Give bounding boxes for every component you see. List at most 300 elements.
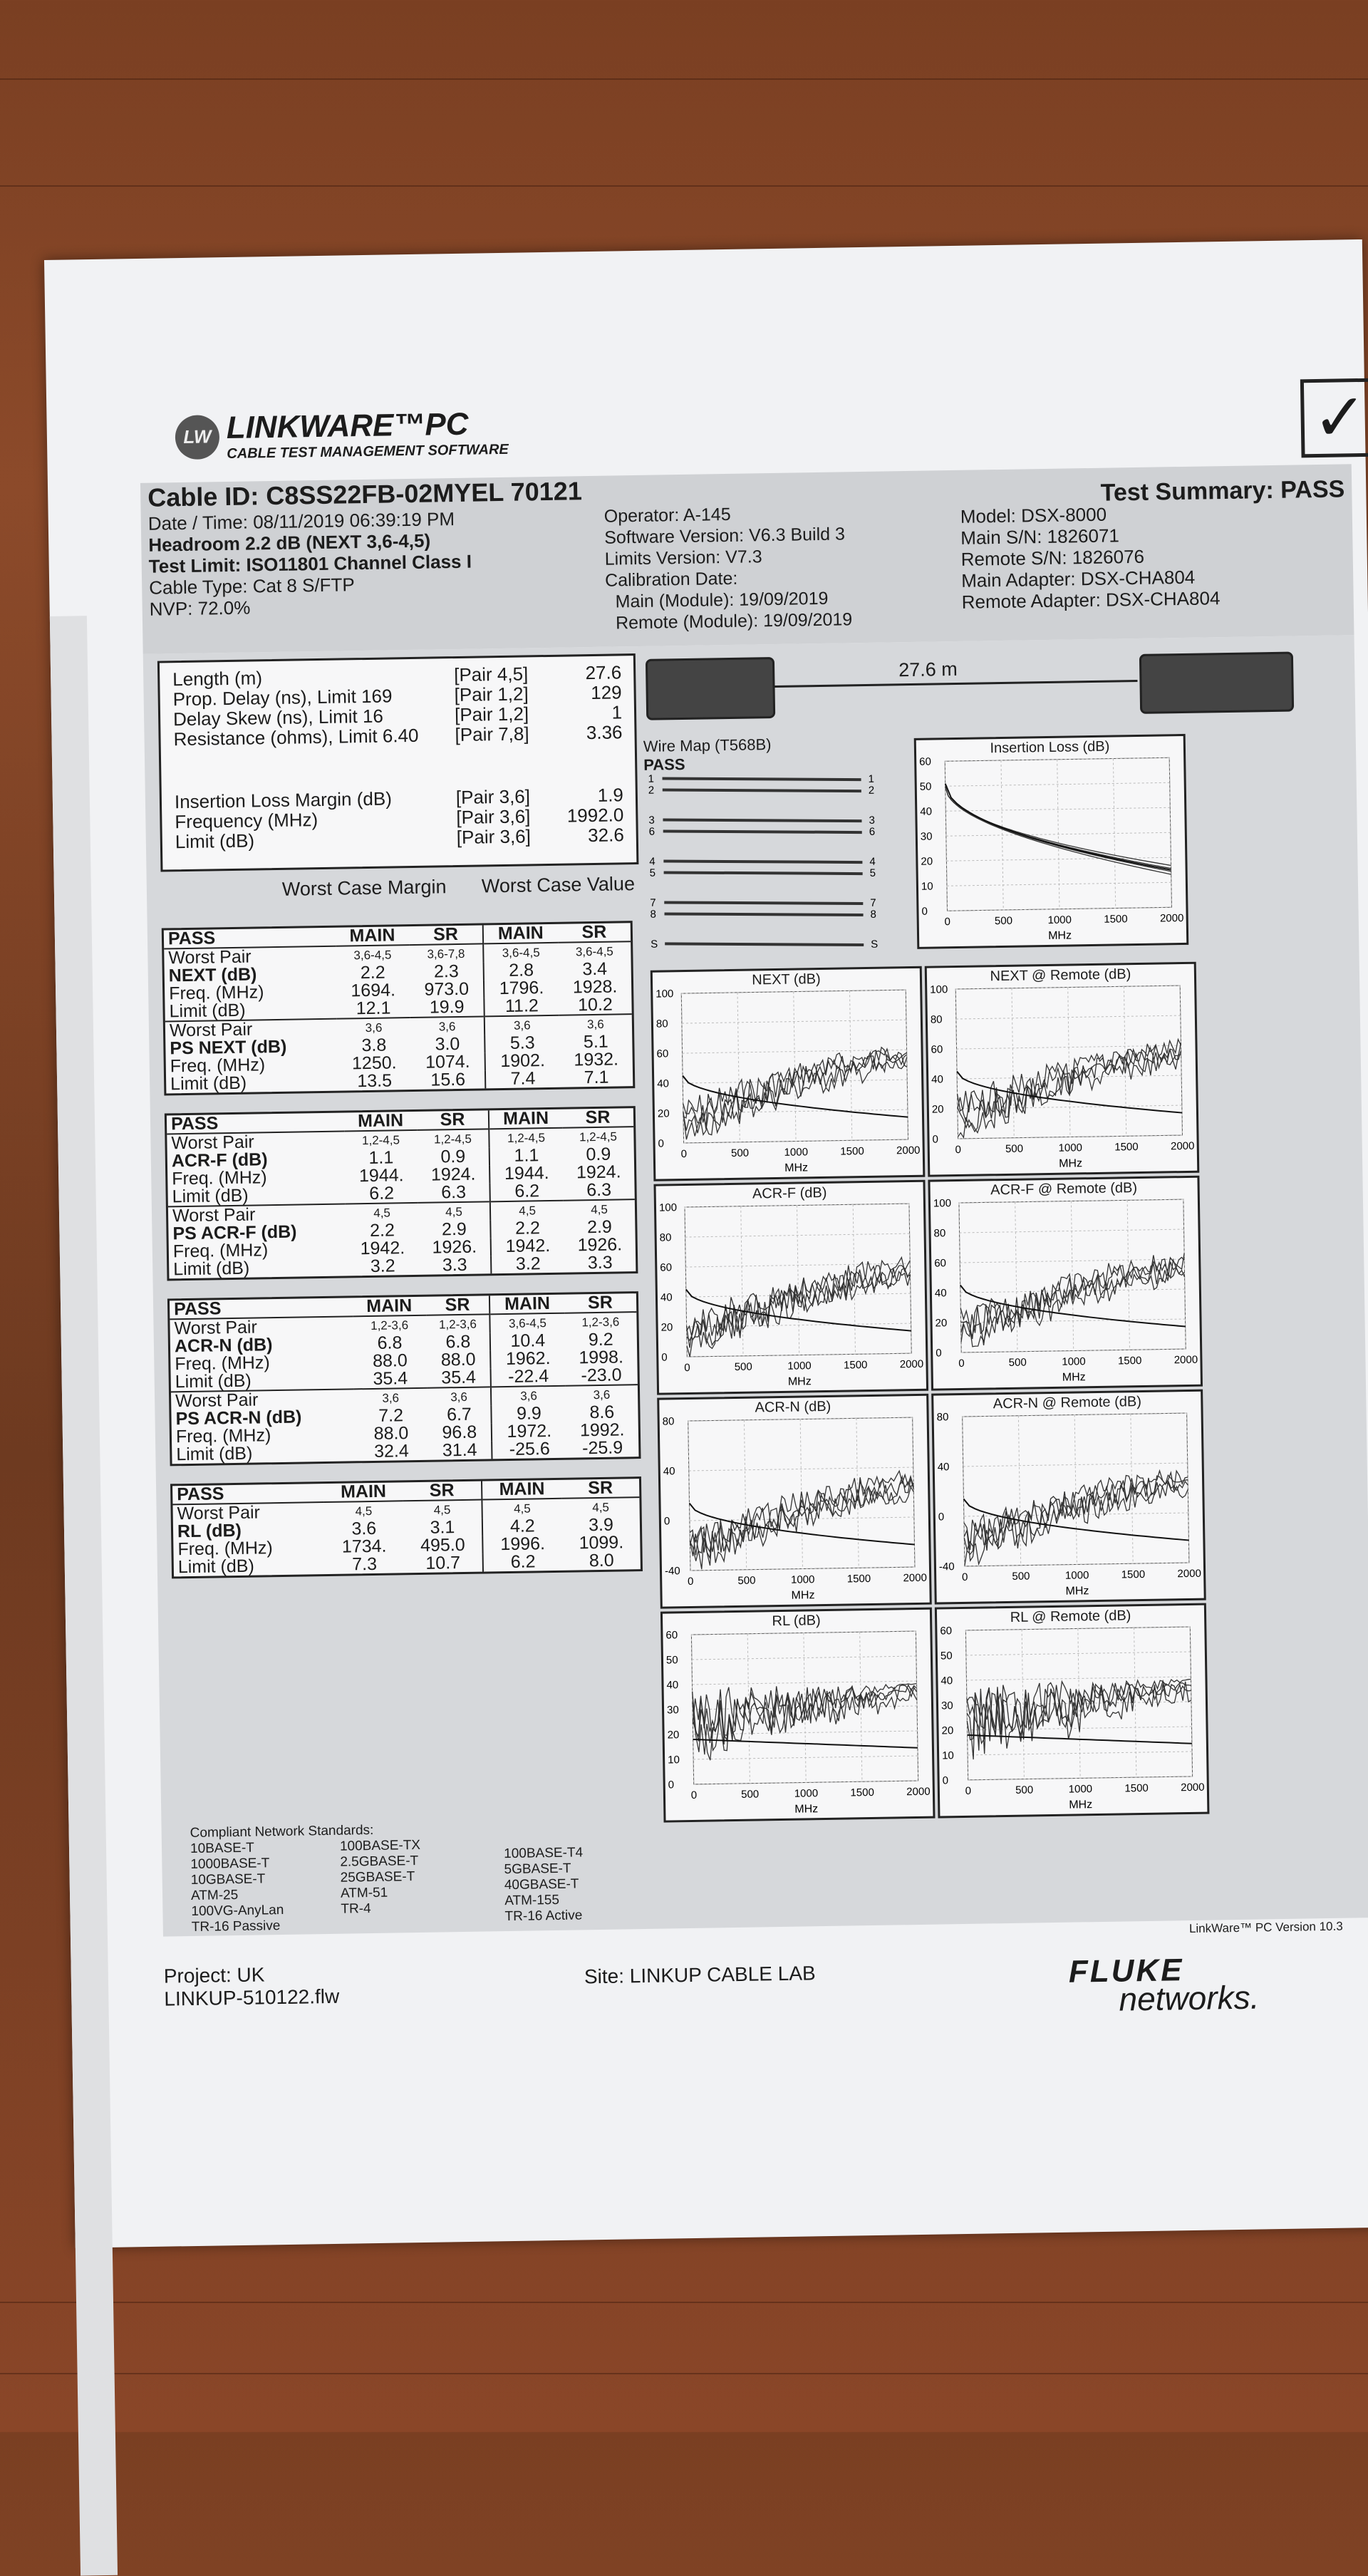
table-cell: Freq. (MHz) bbox=[172, 1167, 267, 1189]
y-tick-label: 0 bbox=[921, 905, 928, 918]
results-table bbox=[165, 1106, 638, 1281]
table-cell: 7.1 bbox=[584, 1067, 609, 1088]
y-tick-label: 100 bbox=[933, 1197, 952, 1210]
x-tick-label: 500 bbox=[737, 1574, 756, 1587]
project: Project: UK bbox=[163, 1963, 265, 1987]
table-cell: 3.3 bbox=[442, 1254, 467, 1276]
table-cell: 3,6 bbox=[586, 1017, 604, 1032]
table-cell: 1932. bbox=[574, 1049, 619, 1070]
gridline bbox=[1068, 988, 1070, 1137]
table-cell: 1942. bbox=[360, 1238, 405, 1259]
y-tick-label: 60 bbox=[934, 1257, 947, 1270]
y-tick-label: 30 bbox=[940, 1700, 953, 1712]
x-tick-label: 1500 bbox=[846, 1573, 871, 1586]
y-tick-label: 60 bbox=[931, 1043, 943, 1056]
table-cell: 6.3 bbox=[586, 1179, 612, 1201]
table-header-cell: MAIN bbox=[489, 1109, 562, 1129]
y-tick-label: 100 bbox=[930, 983, 948, 996]
table-cell: 9.2 bbox=[588, 1329, 613, 1350]
table-cell: Freq. (MHz) bbox=[170, 1055, 266, 1077]
plot-rl-db bbox=[660, 1608, 936, 1823]
headroom: Headroom 2.2 dB (NEXT 3,6-4,5) bbox=[148, 529, 431, 556]
x-axis-label: MHz bbox=[1047, 929, 1072, 942]
table-cell: 1972. bbox=[492, 1422, 566, 1442]
plot-title: ACR-F @ Remote (dB) bbox=[990, 1180, 1138, 1199]
table-cell: 1,2-3,6 bbox=[581, 1315, 620, 1330]
y-tick-label: 80 bbox=[662, 1415, 675, 1428]
plot-title: NEXT @ Remote (dB) bbox=[990, 966, 1131, 985]
x-axis-label: MHz bbox=[1062, 1371, 1086, 1384]
x-tick-label: 500 bbox=[730, 1147, 750, 1160]
measurement-trace bbox=[689, 1487, 915, 1570]
table-cell: Freq. (MHz) bbox=[168, 982, 264, 1004]
measurement-trace bbox=[945, 783, 1171, 872]
table-cell: Limit (dB) bbox=[175, 1370, 252, 1392]
table-cell: Limit (dB) bbox=[170, 1072, 247, 1095]
plot-title: ACR-F (dB) bbox=[752, 1184, 827, 1202]
y-tick-label: 80 bbox=[936, 1411, 949, 1424]
table-header-cell: MAIN bbox=[482, 1480, 562, 1500]
table-cell: 3.2 bbox=[370, 1256, 395, 1276]
y-tick-label: 40 bbox=[920, 805, 933, 818]
x-tick-label: 2000 bbox=[1173, 1353, 1198, 1367]
y-tick-label: 0 bbox=[942, 1774, 949, 1787]
wiremap-wire bbox=[664, 869, 863, 876]
table-cell: Limit (dB) bbox=[169, 1000, 246, 1022]
table-cell: 3.8 bbox=[361, 1035, 387, 1056]
standard-item: 100VG-AnyLan bbox=[191, 1903, 284, 1920]
table-header-cell: MAIN bbox=[489, 1295, 564, 1315]
table-cell: 88.0 bbox=[440, 1349, 476, 1370]
table-cell: 2.2 bbox=[369, 1220, 395, 1241]
x-axis-label: MHz bbox=[787, 1375, 812, 1388]
table-cell: 88.0 bbox=[373, 1423, 409, 1444]
main-sn: Main S/N: 1826071 bbox=[960, 524, 1120, 549]
table-cell: 35.4 bbox=[441, 1367, 477, 1388]
table-cell: 6.3 bbox=[441, 1181, 467, 1203]
plot-title: ACR-N (dB) bbox=[755, 1398, 831, 1416]
y-tick-label: 80 bbox=[659, 1231, 672, 1244]
gridline bbox=[1015, 1202, 1017, 1352]
pass-check-icon: ✓ bbox=[1300, 378, 1368, 458]
y-tick-label: 20 bbox=[935, 1317, 948, 1330]
y-tick-label: 0 bbox=[938, 1511, 945, 1524]
y-tick-label: 50 bbox=[919, 780, 932, 793]
table-cell: 88.0 bbox=[372, 1350, 408, 1371]
plot-title: RL (dB) bbox=[772, 1613, 821, 1630]
plot-next-db bbox=[651, 966, 926, 1181]
date-time: Date / Time: 08/11/2019 06:39:19 PM bbox=[147, 507, 455, 534]
x-tick-label: 1000 bbox=[1068, 1783, 1093, 1796]
y-tick-label: 60 bbox=[940, 1625, 953, 1638]
table-cell: 1099. bbox=[579, 1532, 624, 1553]
resistance-row: Resistance (ohms), Limit 6.40 [Pair 7,8] 3.36 bbox=[173, 721, 623, 750]
x-tick-label: 2000 bbox=[1177, 1567, 1201, 1581]
table-cell: 2.3 bbox=[433, 961, 459, 982]
wiremap-wire bbox=[663, 787, 861, 794]
y-tick-label: 40 bbox=[660, 1291, 673, 1304]
table-cell: 3,6 bbox=[450, 1390, 468, 1405]
table-cell: 3,6 bbox=[491, 1386, 566, 1406]
standard-item: 100BASE-T4 bbox=[504, 1845, 584, 1862]
table-cell: 2.2 bbox=[490, 1219, 564, 1238]
table-cell: 31.4 bbox=[442, 1439, 477, 1461]
x-tick-label: 2000 bbox=[903, 1571, 928, 1585]
wiremap-pin-left: 6 bbox=[648, 825, 656, 838]
table-cell: Limit (dB) bbox=[172, 1185, 249, 1207]
wiremap-pin-right: S bbox=[871, 938, 879, 951]
x-tick-label: 1000 bbox=[784, 1146, 809, 1159]
x-tick-label: 500 bbox=[1012, 1570, 1030, 1583]
wiremap-pin-left: S bbox=[651, 938, 658, 951]
y-tick-label: -40 bbox=[938, 1561, 955, 1573]
y-tick-label: 50 bbox=[940, 1650, 953, 1662]
y-tick-label: 100 bbox=[658, 1201, 678, 1214]
y-tick-label: 50 bbox=[665, 1654, 678, 1667]
il-freq-row: Frequency (MHz) [Pair 3,6] 1992.0 bbox=[175, 804, 624, 833]
length-row: Length (m) [Pair 4,5] 27.6 bbox=[172, 661, 622, 690]
table-cell: 495.0 bbox=[420, 1534, 465, 1556]
table-cell: -22.4 bbox=[491, 1367, 566, 1387]
table-cell: 3.6 bbox=[351, 1518, 377, 1539]
table-cell: 1996. bbox=[482, 1535, 563, 1554]
worst-case-margin-label: Worst Case Margin bbox=[281, 876, 447, 900]
y-tick-label: 10 bbox=[668, 1754, 680, 1767]
table-cell: 3,6-4,5 bbox=[490, 1313, 565, 1333]
results-table bbox=[170, 1476, 643, 1578]
table-cell: Worst Pair bbox=[169, 1019, 253, 1041]
table-cell: 1250. bbox=[351, 1052, 397, 1074]
networks-logo: networks. bbox=[1119, 1978, 1260, 2018]
delay-skew-row: Delay Skew (ns), Limit 16 [Pair 1,2] 1 bbox=[172, 701, 623, 730]
wiremap-wire bbox=[665, 941, 864, 948]
table-cell: 1,2-4,5 bbox=[579, 1129, 618, 1144]
table-header-cell: MAIN bbox=[344, 1112, 417, 1132]
y-tick-label: 40 bbox=[666, 1679, 679, 1692]
table-header-cell: MAIN bbox=[352, 1297, 425, 1317]
report-sheet bbox=[44, 239, 1368, 2248]
length-box bbox=[157, 653, 639, 872]
y-tick-label: 10 bbox=[941, 1749, 954, 1762]
operator: Operator: A-145 bbox=[603, 504, 731, 527]
x-tick-label: 0 bbox=[965, 1784, 972, 1797]
table-cell: Worst Pair bbox=[177, 1502, 261, 1524]
y-tick-label: 10 bbox=[921, 880, 933, 893]
cable-id: Cable ID: C8SS22FB-02MYEL 70121 bbox=[147, 476, 583, 512]
y-tick-label: 80 bbox=[930, 1013, 943, 1026]
table-header-cell: SR bbox=[426, 1295, 490, 1315]
y-tick-label: 0 bbox=[668, 1779, 675, 1791]
y-tick-label: 40 bbox=[940, 1675, 953, 1687]
table-cell: 4,5 bbox=[373, 1206, 391, 1220]
table-cell: 3,6 bbox=[484, 1015, 560, 1035]
table-cell: 1694. bbox=[351, 980, 396, 1001]
x-tick-label: 1500 bbox=[1121, 1568, 1146, 1581]
table-cell: 3,6 bbox=[365, 1020, 383, 1035]
main-adapter: Main Adapter: DSX-CHA804 bbox=[960, 566, 1196, 591]
table-header-cell: SR bbox=[558, 923, 631, 943]
calibration-date: Calibration Date: bbox=[604, 568, 738, 591]
table-cell: NEXT (dB) bbox=[168, 964, 257, 986]
test-limit: Test Limit: ISO11801 Channel Class I bbox=[148, 550, 472, 577]
table-cell: 3,6-4,5 bbox=[483, 943, 559, 963]
table-cell: 15.6 bbox=[430, 1069, 466, 1090]
y-tick-label: 40 bbox=[663, 1465, 675, 1478]
x-tick-label: 0 bbox=[944, 916, 951, 929]
x-tick-label: 2000 bbox=[906, 1785, 931, 1799]
y-tick-label: 80 bbox=[933, 1227, 946, 1240]
standard-item: TR-4 bbox=[341, 1901, 371, 1917]
table-cell: 4,5 bbox=[482, 1499, 562, 1519]
table-cell: 3.2 bbox=[491, 1255, 564, 1274]
table-cell: 1734. bbox=[341, 1536, 387, 1557]
y-tick-label: 30 bbox=[666, 1704, 679, 1717]
y-tick-label: -40 bbox=[664, 1565, 680, 1578]
table-header-cell: PASS bbox=[167, 1113, 345, 1134]
standard-item: TR-16 Active bbox=[504, 1908, 583, 1925]
x-tick-label: 1500 bbox=[843, 1359, 868, 1372]
y-tick-label: 60 bbox=[656, 1048, 669, 1060]
x-tick-label: 0 bbox=[687, 1575, 694, 1588]
wiremap-pin-left: 3 bbox=[648, 814, 655, 827]
il-margin-row: Insertion Loss Margin (dB) [Pair 3,6] 1.9 bbox=[174, 784, 624, 813]
x-tick-label: 500 bbox=[1015, 1784, 1034, 1796]
cable-line bbox=[774, 680, 1138, 688]
table-cell: 4,5 bbox=[445, 1204, 463, 1219]
plot-next-remote-db bbox=[925, 962, 1200, 1177]
table-cell: 1998. bbox=[579, 1347, 624, 1368]
remote-tester-icon bbox=[1139, 652, 1294, 714]
table-cell: 1924. bbox=[576, 1162, 621, 1183]
x-tick-label: 500 bbox=[1005, 1142, 1024, 1155]
table-cell: 0.9 bbox=[586, 1144, 611, 1165]
plot-acr-f-remote-db bbox=[928, 1176, 1203, 1391]
wiremap-pin-right: 6 bbox=[869, 825, 876, 838]
report-footer bbox=[163, 1932, 1368, 2065]
table-cell: 6.2 bbox=[482, 1553, 563, 1572]
standard-item: 10BASE-T bbox=[190, 1840, 254, 1857]
wiremap-wire bbox=[665, 911, 864, 918]
y-tick-label: 0 bbox=[658, 1137, 665, 1150]
measurement-trace bbox=[960, 1268, 1186, 1345]
x-tick-label: 2000 bbox=[896, 1144, 921, 1157]
wiremap-title: Wire Map (T568B) bbox=[643, 735, 772, 755]
x-tick-label: 2000 bbox=[1181, 1781, 1205, 1794]
table-cell: Limit (dB) bbox=[177, 1556, 255, 1578]
y-tick-label: 20 bbox=[657, 1107, 670, 1120]
gridline bbox=[1074, 1414, 1077, 1564]
y-tick-label: 100 bbox=[656, 988, 674, 1000]
table-cell: 10.7 bbox=[425, 1553, 461, 1573]
x-axis-label: MHz bbox=[784, 1162, 809, 1174]
table-cell: 2.2 bbox=[360, 962, 385, 983]
table-cell: 1,2-4,5 bbox=[489, 1128, 562, 1148]
x-axis-label: MHz bbox=[1069, 1799, 1093, 1811]
x-axis-label: MHz bbox=[791, 1589, 815, 1602]
x-tick-label: 1000 bbox=[794, 1787, 819, 1800]
x-tick-label: 500 bbox=[741, 1788, 760, 1801]
x-tick-label: 500 bbox=[734, 1360, 752, 1373]
x-tick-label: 2000 bbox=[899, 1357, 924, 1371]
model: Model: DSX-8000 bbox=[960, 503, 1107, 527]
table-cell: 0.9 bbox=[440, 1146, 466, 1167]
y-tick-label: 0 bbox=[661, 1351, 668, 1364]
plot-acr-f-db bbox=[653, 1180, 928, 1395]
cable-length: 27.6 m bbox=[898, 658, 958, 681]
table-header-cell: PASS bbox=[164, 928, 336, 949]
table-cell: Worst Pair bbox=[174, 1317, 258, 1339]
table-cell: 7.4 bbox=[485, 1070, 561, 1089]
y-tick-label: 60 bbox=[919, 755, 932, 768]
table-cell: 6.8 bbox=[377, 1333, 403, 1353]
plot-rl-remote-db bbox=[935, 1603, 1210, 1819]
linkware-logo bbox=[175, 406, 509, 463]
table-cell: 3.9 bbox=[588, 1514, 614, 1536]
wiremap-pin-right: 8 bbox=[870, 908, 877, 921]
table-header-cell: SR bbox=[409, 925, 483, 945]
y-tick-label: 0 bbox=[936, 1347, 942, 1360]
table-cell: 6.2 bbox=[490, 1182, 564, 1202]
x-axis-label: MHz bbox=[1065, 1585, 1089, 1598]
table-cell: 4,5 bbox=[591, 1202, 608, 1217]
remote-adapter: Remote Adapter: DSX-CHA804 bbox=[961, 587, 1221, 613]
table-cell: 12.1 bbox=[356, 998, 391, 1019]
x-tick-label: 2000 bbox=[1159, 911, 1184, 925]
wiremap-pin-right: 4 bbox=[869, 855, 876, 868]
table-cell: 1926. bbox=[577, 1234, 623, 1256]
wire-map bbox=[643, 734, 889, 951]
plot-acr-n-remote-db bbox=[931, 1390, 1206, 1605]
table-cell: Worst Pair bbox=[171, 1132, 254, 1154]
results-table bbox=[162, 921, 636, 1095]
table-cell: 10.4 bbox=[490, 1332, 565, 1351]
x-tick-label: 1000 bbox=[1047, 914, 1072, 926]
fluke-logo: FLUKE bbox=[1068, 1952, 1184, 1990]
plot-acr-n-db bbox=[657, 1394, 932, 1609]
table-cell: 4,5 bbox=[355, 1504, 373, 1519]
x-tick-label: 1000 bbox=[1058, 1142, 1083, 1154]
x-tick-label: 1500 bbox=[1124, 1781, 1149, 1795]
table-cell: 10.2 bbox=[577, 994, 613, 1015]
x-tick-label: 0 bbox=[690, 1789, 698, 1802]
table-cell: 11.2 bbox=[484, 997, 559, 1017]
table-cell: 5.1 bbox=[583, 1031, 608, 1052]
table-cell: 6.7 bbox=[446, 1404, 472, 1425]
wiremap-wire bbox=[663, 858, 862, 865]
plot-title: Insertion Loss (dB) bbox=[990, 738, 1110, 757]
wiremap-pin-right: 1 bbox=[868, 772, 875, 785]
cal-remote: Remote (Module): 19/09/2019 bbox=[615, 609, 853, 633]
table-cell: 1,2-3,6 bbox=[438, 1317, 477, 1332]
gridline bbox=[1012, 988, 1014, 1138]
y-tick-label: 40 bbox=[934, 1287, 947, 1300]
x-tick-label: 1500 bbox=[1104, 913, 1128, 926]
table-cell: Freq. (MHz) bbox=[175, 1425, 271, 1447]
standard-item: 2.5GBASE-T bbox=[340, 1853, 419, 1870]
software-version: Software Version: V6.3 Build 3 bbox=[603, 524, 846, 548]
table-header-cell: SR bbox=[564, 1293, 637, 1313]
table-cell: 3,6-4,5 bbox=[353, 948, 392, 963]
wiremap-pin-right: 5 bbox=[869, 867, 876, 879]
table-cell: 6.2 bbox=[369, 1183, 395, 1204]
wiremap-pin-left: 7 bbox=[650, 896, 656, 909]
table-cell: PS ACR-F (dB) bbox=[172, 1221, 297, 1244]
table-cell: RL (dB) bbox=[177, 1520, 242, 1542]
table-header-cell: SR bbox=[417, 1110, 489, 1130]
standard-item: 100BASE-TX bbox=[339, 1837, 421, 1854]
gridline bbox=[797, 1206, 799, 1355]
table-cell: PS NEXT (dB) bbox=[170, 1036, 287, 1059]
table-cell: 1928. bbox=[572, 976, 618, 998]
standard-item: ATM-51 bbox=[340, 1885, 388, 1901]
compliant-standards bbox=[190, 1823, 584, 1935]
table-cell: 8.6 bbox=[589, 1402, 615, 1423]
table-cell: 96.8 bbox=[442, 1422, 477, 1443]
y-tick-label: 40 bbox=[931, 1073, 944, 1086]
table-cell: 1.1 bbox=[368, 1147, 394, 1168]
table-cell: 7.2 bbox=[378, 1405, 404, 1426]
x-axis-label: MHz bbox=[794, 1803, 819, 1816]
wiremap-pin-left: 5 bbox=[649, 867, 656, 879]
table-cell: 1944. bbox=[489, 1164, 563, 1184]
y-tick-label: 0 bbox=[663, 1515, 670, 1528]
table-cell: 1796. bbox=[484, 979, 559, 998]
y-tick-label: 60 bbox=[665, 1629, 678, 1642]
table-header-cell: SR bbox=[403, 1481, 482, 1501]
x-tick-label: 0 bbox=[955, 1143, 962, 1157]
table-cell: 2.9 bbox=[586, 1216, 613, 1238]
x-axis-label: MHz bbox=[1059, 1157, 1083, 1170]
cable-type: Cable Type: Cat 8 S/FTP bbox=[149, 574, 355, 599]
sheet-edge bbox=[50, 616, 118, 2575]
lw-logo-icon: LW bbox=[175, 415, 219, 460]
wiremap-pin-left: 2 bbox=[648, 784, 655, 797]
table-header-cell: MAIN bbox=[323, 1482, 403, 1502]
y-tick-label: 20 bbox=[660, 1321, 673, 1334]
table-cell: Freq. (MHz) bbox=[172, 1240, 269, 1262]
wiremap-pin-right: 2 bbox=[868, 784, 875, 797]
wiremap-wire bbox=[663, 817, 861, 824]
table-cell: Worst Pair bbox=[172, 1204, 256, 1226]
wiremap-wire bbox=[663, 828, 862, 835]
remote-sn: Remote S/N: 1826076 bbox=[960, 545, 1145, 570]
x-tick-label: 1500 bbox=[840, 1145, 864, 1158]
gridline bbox=[744, 1420, 746, 1570]
standard-item: ATM-155 bbox=[504, 1892, 560, 1909]
prop-delay-row: Prop. Delay (ns), Limit 169 [Pair 1,2] 129 bbox=[172, 681, 622, 710]
table-cell: Limit (dB) bbox=[176, 1443, 253, 1465]
table-cell: 1,2-4,5 bbox=[433, 1132, 472, 1147]
x-tick-label: 1000 bbox=[1062, 1355, 1086, 1368]
y-tick-label: 0 bbox=[932, 1133, 939, 1146]
standard-item: 25GBASE-T bbox=[340, 1869, 415, 1886]
wiremap-pin-left: 4 bbox=[649, 855, 656, 868]
report-header bbox=[140, 464, 1354, 654]
table-header-cell: PASS bbox=[172, 1484, 324, 1504]
table-cell: 5.3 bbox=[484, 1034, 560, 1053]
table-cell: -25.6 bbox=[492, 1440, 566, 1459]
plot-title: NEXT (dB) bbox=[752, 971, 821, 988]
table-cell: 3,6 bbox=[382, 1391, 400, 1405]
standard-item: 1000BASE-T bbox=[190, 1856, 270, 1873]
table-cell: 3.3 bbox=[587, 1252, 613, 1273]
table-cell: 1.1 bbox=[489, 1147, 563, 1166]
table-cell: 4,5 bbox=[592, 1500, 610, 1515]
table-cell: 1992. bbox=[579, 1419, 625, 1441]
table-cell: 19.9 bbox=[429, 996, 465, 1018]
table-cell: 2.8 bbox=[483, 961, 559, 981]
y-tick-label: 20 bbox=[931, 1103, 944, 1116]
